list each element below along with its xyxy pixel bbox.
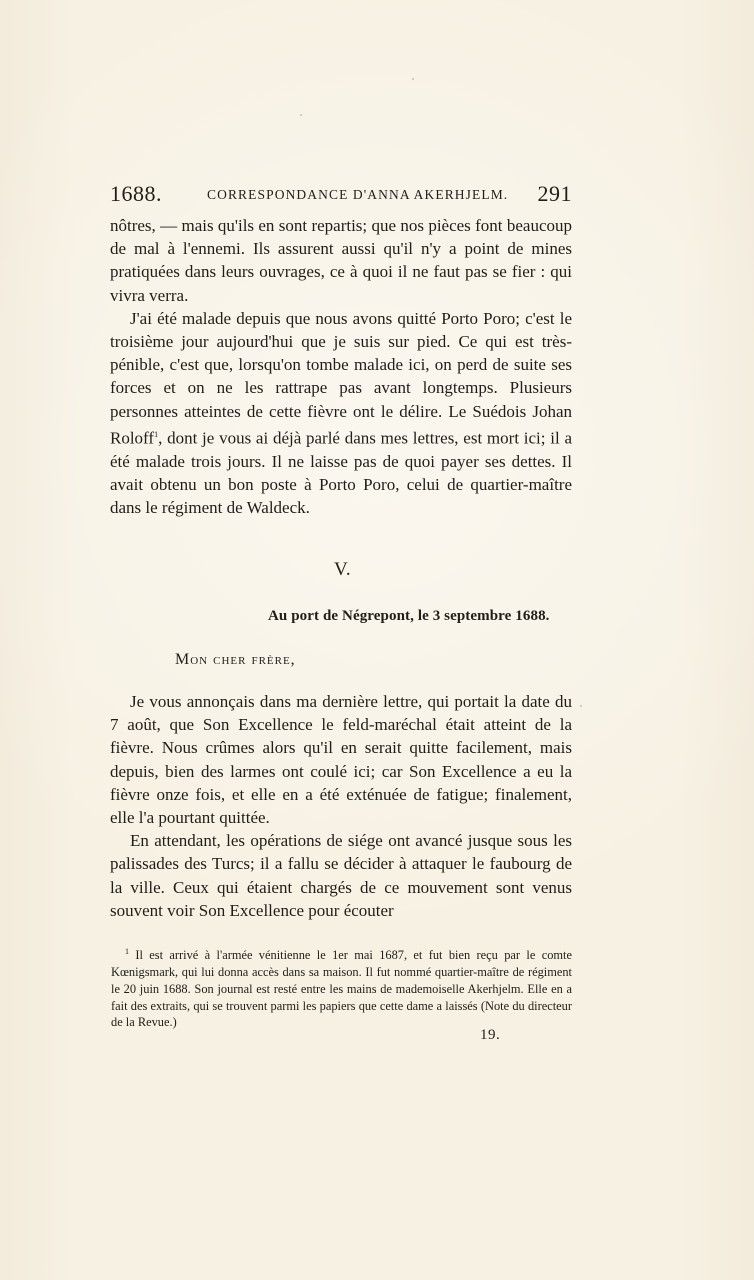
paragraph-2-before-note: J'ai été malade depuis que nous avons quitté Porto Poro; c'est le troisième jour aujourd'hui que je suis sur pied. Ce qui est très-pénible, c'est que, lorsqu'on tombe malade ici, on perd de suite ses forces et on ne les rattrape pas avant longtemps. Plusieurs personnes atteintes de cette fièvre ont le délire. Le Suédois Johan Roloff (110, 308, 572, 448)
footnote-marker: 1 (125, 947, 129, 956)
running-header (110, 181, 572, 209)
footnote-text: Il est arrivé à l'armée vénitienne le 1er mai 1687, et fut bien reçu par le comte Kœnigsmark, qui lui donna accès dans sa maison. Il fut nommé quartier-maître de régiment le 20 juin 1688. Son journal est resté entre les mains de mademoiselle Akerhjelm. Elle en a fait des extraits, qui se trouvent parmi les papiers que cette dame a laissés (Note du directeur de la Revue.) (111, 948, 572, 1030)
letter-place-date: Au port de Négrepont, le 3 septembre 1688. (268, 608, 550, 624)
header-year: 1688. (110, 181, 162, 206)
paragraph-2-after-note: , dont je vous ai déjà parlé dans mes lettres, est mort ici; il a été malade trois jours. Il ne laisse pas de quoi payer ses dettes. Il avait obtenu un bon poste à Porto Poro, celui de quartier-maître dans le régiment de Waldeck. (110, 428, 572, 518)
footnote-paragraph (111, 944, 572, 1031)
signature-mark: 19. (480, 1027, 501, 1043)
footnote (111, 944, 572, 1031)
paragraph-2 (110, 307, 572, 519)
paragraph-1: nôtres, — mais qu'ils en sont repartis; que nos pièces font beaucoup de mal à l'ennemi. Ils assurent aussi qu'il n'y a point de mines pratiquées dans leurs ouvrages, ce à quoi il ne faut pas se fier : qui vivra verra. (110, 216, 572, 305)
paper-speck (300, 114, 302, 116)
paper-speck (412, 78, 414, 80)
paper-speck (580, 705, 582, 707)
paragraph-3: Je vous annonçais dans ma dernière lettre, qui portait la date du 7 août, que Son Excellence le feld-maréchal était atteint de la fièvre. Nous crûmes alors qu'il en serait quitte facilement, mais depuis, bien des larmes ont coulé ici; car Son Excellence a eu la fièvre onze fois, et elle en a été exténuée de fatigue; finalement, elle l'a pourtant quittée. (110, 692, 572, 828)
section-numeral: V. (334, 559, 352, 580)
footnote-reference: 1 (154, 429, 159, 439)
paragraph-4: En attendant, les opérations de siége ont avancé jusque sous les palissades des Turcs; il a fallu se décider à attaquer le faubourg de la ville. Ceux qui étaient chargés de ce mouvement sont venus souvent voir Son Excellence pour écouter (110, 831, 572, 920)
page-number: 291 (537, 181, 572, 206)
main-text-block-bottom (110, 690, 572, 922)
header-title: CORRESPONDANCE D'ANNA AKERHJELM. (207, 187, 509, 202)
main-text-block-top (110, 214, 572, 519)
letter-salutation: Mon cher frère, (175, 651, 296, 668)
